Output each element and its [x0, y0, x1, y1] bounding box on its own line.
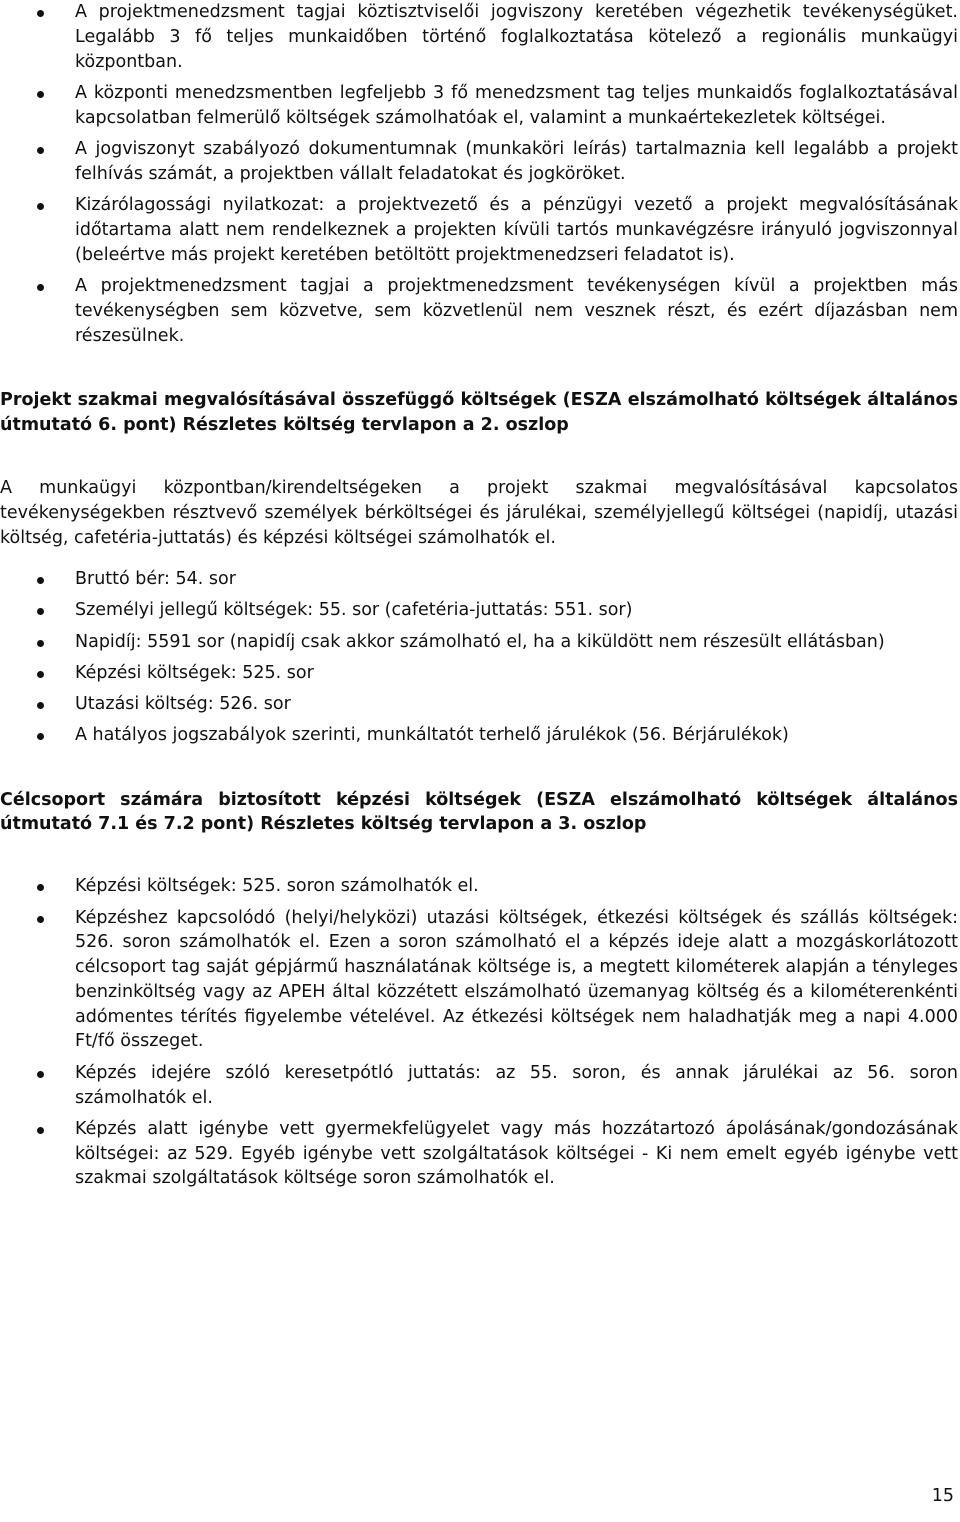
list-item: Kizárólagossági nyilatkozat: a projektvezető és a pénzügyi vezető a projekt megvalósításának időtartama alatt nem rendelkeznek a projekten kívüli tartós munkavégzésre irányuló jogviszonnyal (beleértve más projekt keretében betöltött projektmenedzseri feladatot is).: [0, 193, 958, 267]
list-item: Képzési költségek: 525. soron számolhatók el.: [0, 874, 958, 899]
section-heading-professional-costs: Projekt szakmai megvalósításával összefüggő költségek (ESZA elszámolható költségek általános útmutató 6. pont) Részletes költség tervlapon a 2. oszlop: [0, 390, 958, 436]
list-item: Képzés alatt igénybe vett gyermekfelügyelet vagy más hozzátartozó ápolásának/gondozásának költségei: az 529. Egyéb igénybe vett szolgáltatások költségei - Ki nem emelt egyéb igénybe vett szakmai szolgáltatások költsége soron számolhatók el.: [0, 1117, 958, 1191]
list-item: Bruttó bér: 54. sor: [0, 567, 958, 592]
list-item: Utazási költség: 526. sor: [0, 692, 958, 717]
list-item: Képzési költségek: 525. sor: [0, 661, 958, 686]
list-item: A projektmenedzsment tagjai köztisztviselői jogviszony keretében végezhetik tevékenységüket. Legalább 3 fő teljes munkaidőben történő foglalkoztatása kötelező a regionális munkaügyi központban.: [0, 0, 958, 74]
list-item: Képzés idejére szóló keresetpótló juttatás: az 55. soron, és annak járulékai az 56. soron számolhatók el.: [0, 1061, 958, 1111]
list-item: A hatályos jogszabályok szerinti, munkáltatót terhelő járulékok (56. Bérjárulékok): [0, 723, 958, 748]
section-paragraph: A munkaügyi központban/kirendeltségeken a projekt szakmai megvalósításával kapcsolatos tevékenységekben résztvevő személyek bérköltségei és járulékai, személyjellegű költségei (napidíj, utazási költség, cafetéria-juttatás) és képzési költségei számolhatók el.: [0, 477, 958, 548]
list-item: Képzéshez kapcsolódó (helyi/helyközi) utazási költségek, étkezési költségek és szállás költségek: 526. soron számolhatók el. Ezen a soron számolható el a képzés ideje alatt a mozgáskorlátozott célcsoport tag saját gépjármű használatának költsége is, a megtett kilométerek alapján a tényleges benzinköltség vagy az APEH által közzétett elszámolható üzemanyag költség és a kilométerenkénti adómentes térítés figyelembe vételével. Az étkezési költségek nem haladhatják meg a napi 4.000 Ft/fő összeget.: [0, 906, 958, 1055]
list-item: A központi menedzsmentben legfeljebb 3 fő menedzsment tag teljes munkaidős foglalkoztatásával kapcsolatban felmerülő költségek számolhatóak el, valamint a munkaértekezletek költségei.: [0, 81, 958, 131]
list-item: A projektmenedzsment tagjai a projektmenedzsment tevékenységen kívül a projektben más tevékenységben sem közvetve, sem közvetlenül nem vesznek részt, és ezért díjazásban nem részesülnek.: [0, 274, 958, 348]
project-management-bullet-list: [0, 0, 958, 348]
cost-line-bullet-list: [0, 567, 958, 747]
list-item: Napidíj: 5591 sor (napidíj csak akkor számolható el, ha a kiküldött nem részesült ellátásban): [0, 630, 958, 655]
list-item: A jogviszonyt szabályozó dokumentumnak (munkaköri leírás) tartalmaznia kell legalább a projekt felhívás számát, a projektben vállalt feladatokat és jogköröket.: [0, 137, 958, 187]
page-number: 15: [931, 1486, 954, 1506]
section-heading-target-group-training: Célcsoport számára biztosított képzési költségek (ESZA elszámolható költségek általános útmutató 7.1 és 7.2 pont) Részletes költség tervlapon a 3. oszlop: [0, 789, 958, 835]
list-item: Személyi jellegű költségek: 55. sor (cafetéria-juttatás: 551. sor): [0, 598, 958, 623]
training-cost-bullet-list: [0, 874, 958, 1191]
